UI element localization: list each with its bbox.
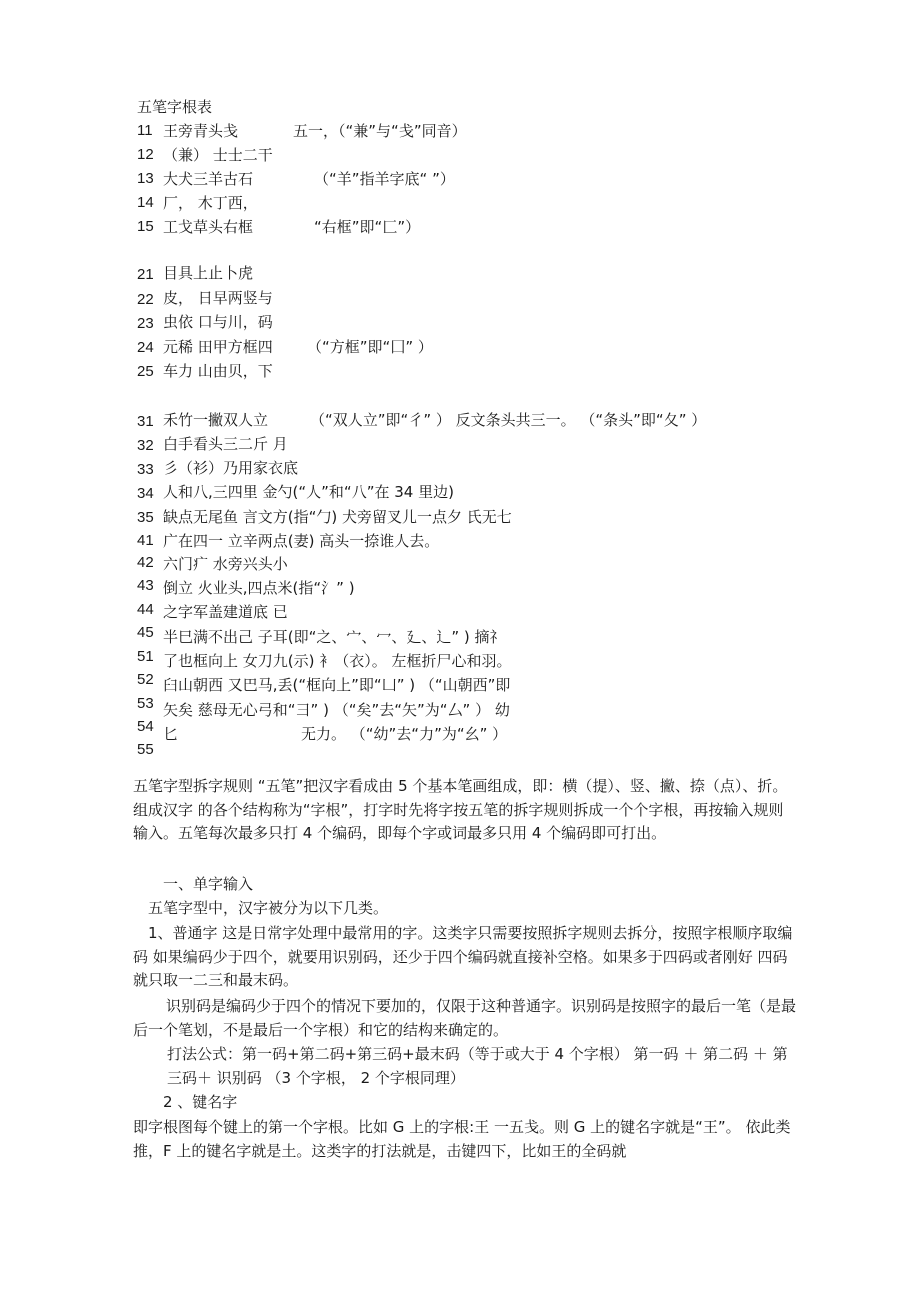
row-number: 32 (137, 437, 154, 454)
row-number: 54 (137, 718, 154, 735)
page-title: 五笔字根表 (137, 98, 213, 116)
row-text: 车力 山由贝，下 (163, 362, 273, 380)
row-number: 44 (137, 601, 154, 618)
recognition-code-paragraph: 识别码是编码少于四个的情况下要加的，仅限于这种普通字。识别码是按照字的最后一笔（是最后一个笔划，不是最后一个字根）和它的结构来确定的。 (133, 997, 797, 1039)
row-text: 臼山朝西 又巴马,丢(“框向上”即“凵” ) （“山朝西”即 (163, 676, 511, 694)
row-number: 55 (137, 741, 154, 758)
paragraph: 五笔字型中，汉字被分为以下几类。 (148, 899, 389, 917)
row-text: 王旁青头戋 (163, 122, 239, 140)
row-text: 半巳满不出己 子耳(即“之、宀、冖、廴、辶” ) 摘礻 (163, 628, 505, 646)
row-text: 虫依 口与川，码 (163, 313, 273, 331)
row-number: 15 (137, 218, 154, 235)
row-number: 42 (137, 554, 154, 571)
row-text: 白手看头三二斤 月 (163, 435, 288, 453)
row-number: 22 (137, 291, 154, 308)
row-note: （“方框”即“囗” ） (307, 338, 433, 356)
formula-paragraph: 打法公式：第一码+第二码+第三码+最末码（等于或大于 4 个字根） 第一码 ＋ 第二码 ＋ 第三码＋ 识别码 （3 个字根， 2 个字根同理） (167, 1045, 788, 1087)
row-text: 了也框向上 女刀九(示) 衤（衣）。 左框折尸心和羽。 (163, 652, 512, 670)
row-text: （兼） 士士二干 (163, 146, 273, 164)
row-text: 禾竹一撇双人立 (163, 411, 269, 429)
row-text: 目具上止卜虎 (163, 264, 254, 282)
row-text: 皮， 日早两竖与 (163, 289, 273, 307)
row-number: 51 (137, 648, 154, 665)
row-number: 35 (137, 509, 154, 526)
row-number: 13 (137, 170, 154, 187)
row-number: 25 (137, 363, 154, 380)
row-number: 43 (137, 577, 154, 594)
section-heading: 一、单字输入 (163, 875, 254, 893)
row-number: 24 (137, 339, 154, 356)
keyname-paragraph: 即字根图每个键上的第一个字根。比如 G 上的字根:王 一五戋。则 G 上的键名字就是“王”。 依此类推，F 上的键名字就是土。这类字的打法就是，击键四下，比如王的全码就 (133, 1118, 791, 1160)
row-number: 11 (137, 122, 153, 139)
row-text: 彡（衫）乃用家衣底 (163, 459, 299, 477)
row-number: 45 (137, 624, 154, 641)
row-number: 23 (137, 315, 154, 332)
row-text: 元稀 田甲方框四 (163, 338, 273, 356)
row-number: 41 (137, 532, 154, 549)
row-text: 大犬三羊古石 (163, 170, 254, 188)
row-text: 之字军盖建道底 已 (163, 603, 288, 621)
row-number: 31 (137, 413, 154, 430)
row-note: （“双人立”即“彳” ） 反文条头共三一。 （“条头”即“夂” ） (310, 411, 707, 429)
row-text: 广在四一 立辛两点(妻) 高头一捺谁人去。 (163, 532, 440, 550)
row-note: “右框”即“匚”） (314, 218, 421, 236)
row-text: 缺点无尾鱼 言文方(指“勹) 犬旁留叉儿一点夕 氏无七 (163, 508, 512, 526)
row-number: 53 (137, 695, 154, 712)
row-text: 矢矣 慈母无心弓和“彐” ) （“矣”去“矢”为“厶” ） 幼 (163, 701, 510, 719)
row-number: 34 (137, 485, 154, 502)
common-chars-paragraph: 1、普通字 这是日常字处理中最常用的字。这类字只需要按照拆字规则去拆分，按照字根顺序取编码 如果编码少于四个，就要用识别码，还少于四个编码就直接补空格。如果多于四码或者刚好 四码就只取一二三和最末码。 (133, 924, 793, 989)
row-note: （“羊”指羊字底“ ”） (314, 170, 455, 188)
row-text: 工戈草头右框 (163, 218, 254, 236)
row-number: 12 (137, 146, 154, 163)
row-note: 无力。 （“幼”去“力”为“幺” ） (301, 725, 508, 743)
row-number: 33 (137, 461, 154, 478)
row-text: 厂， 木丁西， (163, 194, 258, 212)
row-text: 倒立 火业头,四点米(指“氵” ) (163, 579, 355, 597)
section-heading: 2 、键名字 (163, 1093, 238, 1111)
row-text: 六门疒 水旁兴头小 (163, 555, 288, 573)
row-number: 21 (137, 266, 154, 283)
row-number: 14 (137, 194, 154, 211)
row-note: 五一，（“兼”与“戋”同音） (293, 122, 467, 140)
row-text: 人和八,三四里 金勺(“人”和“八”在 34 里边) (163, 483, 454, 501)
row-number: 52 (137, 671, 154, 688)
row-text: 匕 (163, 725, 179, 743)
intro-paragraph: 五笔字型拆字规则 “五笔”把汉字看成由 5 个基本笔画组成，即：横（提）、竖、撇、捺（点）、折。组成汉字 的各个结构称为“字根”，打字时先将字按五笔的拆字规则拆成一个个字根，再按输入规则 输入。五笔每次最多只打 4 个编码，即每个字或词最多只用 4 个编码即可打出。 (133, 777, 788, 842)
